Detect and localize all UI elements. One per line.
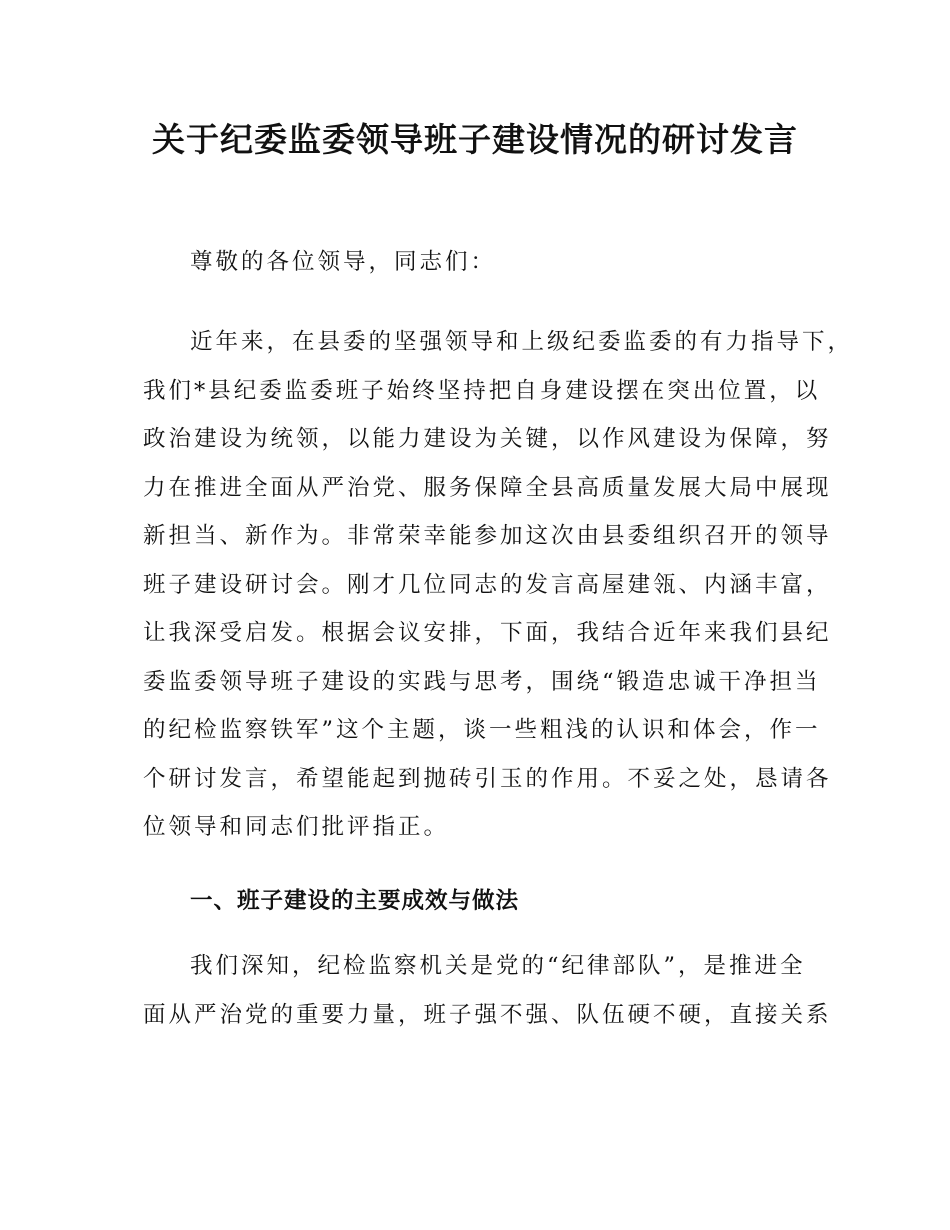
paragraph-1 xyxy=(143,318,854,852)
paragraph-2 xyxy=(143,942,832,1039)
salutation xyxy=(143,238,823,287)
paragraph-line: 的纪检监察铁军”这个主题，谈一些粗浅的认识和体会，作一 xyxy=(143,717,821,743)
paragraph-line: 位领导和同志们批评指正。 xyxy=(143,814,450,840)
document-title: 关于纪委监委领导班子建设情况的研讨发言 xyxy=(152,120,798,159)
salutation-text: 尊敬的各位领导，同志们： xyxy=(190,249,497,275)
paragraph-line: 我们深知，纪检监察机关是党的“纪律部队”，是推进全 xyxy=(190,953,806,979)
paragraph-line: 我们*县纪委监委班子始终坚持把自身建设摆在突出位置，以 xyxy=(143,377,821,404)
paragraph-line: 力在推进全面从严治党、服务保障全县高质量发展大局中展现 xyxy=(143,474,832,501)
paragraph-line: 个研讨发言，希望能起到抛砖引玉的作用。不妥之处，恳请各 xyxy=(143,765,832,792)
paragraph-line: 班子建设研讨会。刚才几位同志的发言高屋建瓴、内涵丰富， xyxy=(143,571,832,598)
paragraph-line: 面从严治党的重要力量，班子强不强、队伍硬不硬，直接关系 xyxy=(143,1001,832,1028)
section-heading: 一、班子建设的主要成效与做法 xyxy=(190,888,520,914)
paragraph-line: 新担当、新作为。非常荣幸能参加这次由县委组织召开的领导 xyxy=(143,523,832,549)
paragraph-line: 近年来，在县委的坚强领导和上级纪委监委的有力指导下， xyxy=(190,329,854,355)
paragraph-line: 委监委领导班子建设的实践与思考，围绕“锻造忠诚干净担当 xyxy=(143,668,821,695)
paragraph-line: 政治建设为统领，以能力建设为关键，以作风建设为保障，努 xyxy=(143,426,832,452)
paragraph-line: 让我深受启发。根据会议安排，下面，我结合近年来我们县纪 xyxy=(143,620,832,646)
